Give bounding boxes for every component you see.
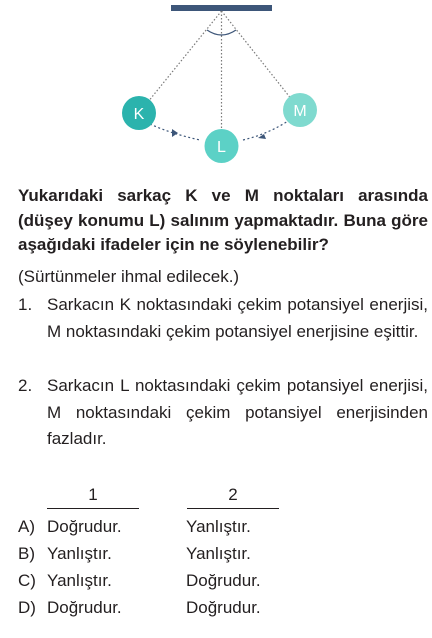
option-d-letter: D) (18, 598, 36, 617)
question-stem: Yukarıdaki sarkaç K ve M noktaları arasında (düşey konumu L) salınım yapmaktadır. Buna göre aşağıdaki ifadeler için ne söylenebilir? (18, 186, 428, 254)
pendulum-diagram (0, 0, 432, 172)
ball-l-label: L (217, 139, 226, 156)
option-a-col1: Doğrudur. (47, 517, 122, 536)
option-d-col1: Doğrudur. (47, 598, 122, 617)
statement-1-number: 1. (18, 295, 33, 314)
statement-2-number: 2. (18, 376, 33, 395)
ball-m (283, 93, 317, 127)
option-c-letter: C) (18, 571, 36, 590)
option-b-col1: Yanlıştır. (47, 544, 112, 563)
option-a-letter: A) (18, 517, 35, 536)
option-d-col2: Doğrudur. (186, 598, 261, 617)
question-note: (Sürtünmeler ihmal edilecek.) (18, 267, 240, 286)
pendulum-strings (139, 11, 300, 146)
statement-1-text: Sarkacın K noktasındaki çekim potansiyel enerjisi, M noktasındaki çekim potansiyel enerjisine eşittir. (47, 295, 428, 341)
statement-2-text: Sarkacın L noktasındaki çekim potansiyel enerjisi, M noktasındaki çekim potansiyel enerjisinden fazladır. (47, 376, 428, 448)
ball-m-label: M (293, 103, 307, 120)
option-a-col2: Yanlıştır. (186, 517, 251, 536)
column-header-2: 2 (187, 484, 279, 509)
ball-k-label: K (133, 106, 145, 123)
option-c-col1: Yanlıştır. (47, 571, 112, 590)
ball-k (122, 96, 156, 130)
column-header-1: 1 (47, 484, 139, 509)
ball-l (205, 129, 239, 163)
ceiling-support (171, 5, 272, 11)
statement-2 (18, 373, 428, 453)
option-c-col2: Doğrudur. (186, 571, 261, 590)
option-b-letter: B) (18, 544, 35, 563)
statement-1 (18, 292, 428, 345)
option-b-col2: Yanlıştır. (186, 544, 251, 563)
